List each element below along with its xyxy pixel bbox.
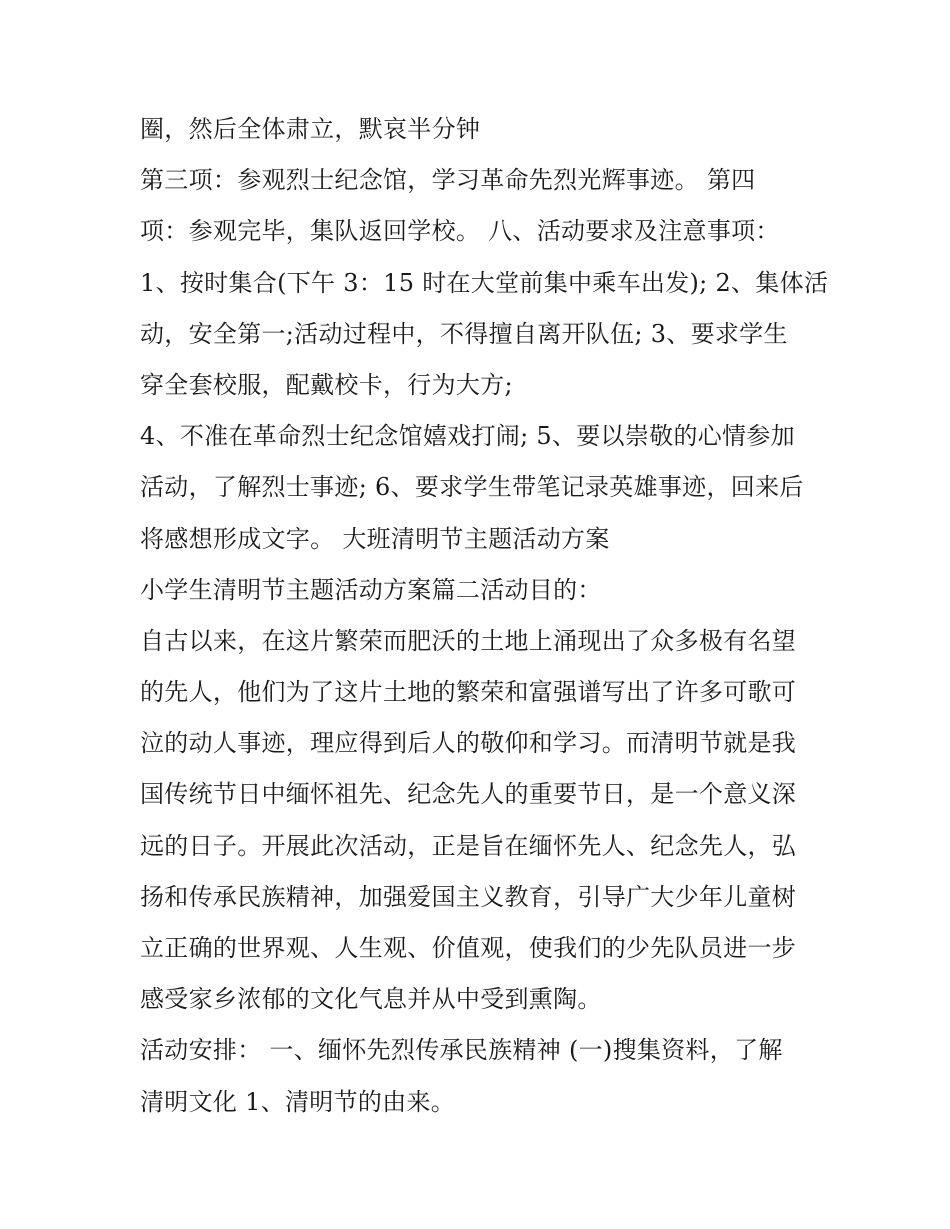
text-line: 穿全套校服，配戴校卡，行为大方; bbox=[140, 370, 513, 399]
text-line: 项：参观完毕，集队返回学校。 八、活动要求及注意事项： bbox=[140, 217, 780, 246]
text-line: 小学生清明节主题活动方案篇二活动目的： bbox=[140, 575, 602, 604]
text-line: 的先人，他们为了这片土地的繁荣和富强谱写出了许多可歌可 bbox=[140, 678, 797, 707]
text-line: 自古以来，在这片繁荣而肥沃的土地上涌现出了众多极有名望 bbox=[140, 626, 797, 655]
text-line: 圈，然后全体肃立，默哀半分钟 bbox=[140, 115, 481, 143]
text-line: 将感想形成文字。 大班清明节主题活动方案 bbox=[140, 524, 610, 553]
text-line: 国传统节日中缅怀祖先、纪念先人的重要节日，是一个意义深 bbox=[140, 780, 797, 809]
text-line: 立正确的世界观、人生观、价值观，使我们的少先队员进一步 bbox=[140, 934, 797, 962]
text-line: 1、按时集合(下午 3：15 时在大堂前集中乘车出发); 2、集体活 bbox=[140, 268, 829, 297]
text-line: 泣的动人事迹，理应得到后人的敬仰和学习。而清明节就是我 bbox=[140, 729, 797, 758]
text-line: 清明文化 1、清明节的由来。 bbox=[140, 1087, 456, 1116]
text-line: 活动，了解烈士事迹; 6、要求学生带笔记录英雄事迹，回来后 bbox=[140, 473, 804, 502]
document-body bbox=[140, 104, 830, 1128]
text-line: 扬和传承民族精神，加强爱国主义教育，引导广大少年儿童树 bbox=[140, 882, 797, 911]
text-line: 第三项：参观烈士纪念馆，学习革命先烈光辉事迹。 第四 bbox=[140, 166, 756, 195]
text-line: 远的日子。开展此次活动，正是旨在缅怀先人、纪念先人，弘 bbox=[140, 831, 797, 860]
text-line: 4、不准在革命烈士纪念馆嬉戏打闹; 5、要以崇敬的心情参加 bbox=[140, 422, 795, 451]
text-line: 动，安全第一;活动过程中，不得擅自离开队伍; 3、要求学生 bbox=[140, 319, 788, 348]
text-line: 感受家乡浓郁的文化气息并从中受到熏陶。 bbox=[140, 985, 602, 1014]
text-line: 活动安排： 一、缅怀先烈传承民族精神 (一)搜集资料，了解 bbox=[140, 1036, 783, 1065]
